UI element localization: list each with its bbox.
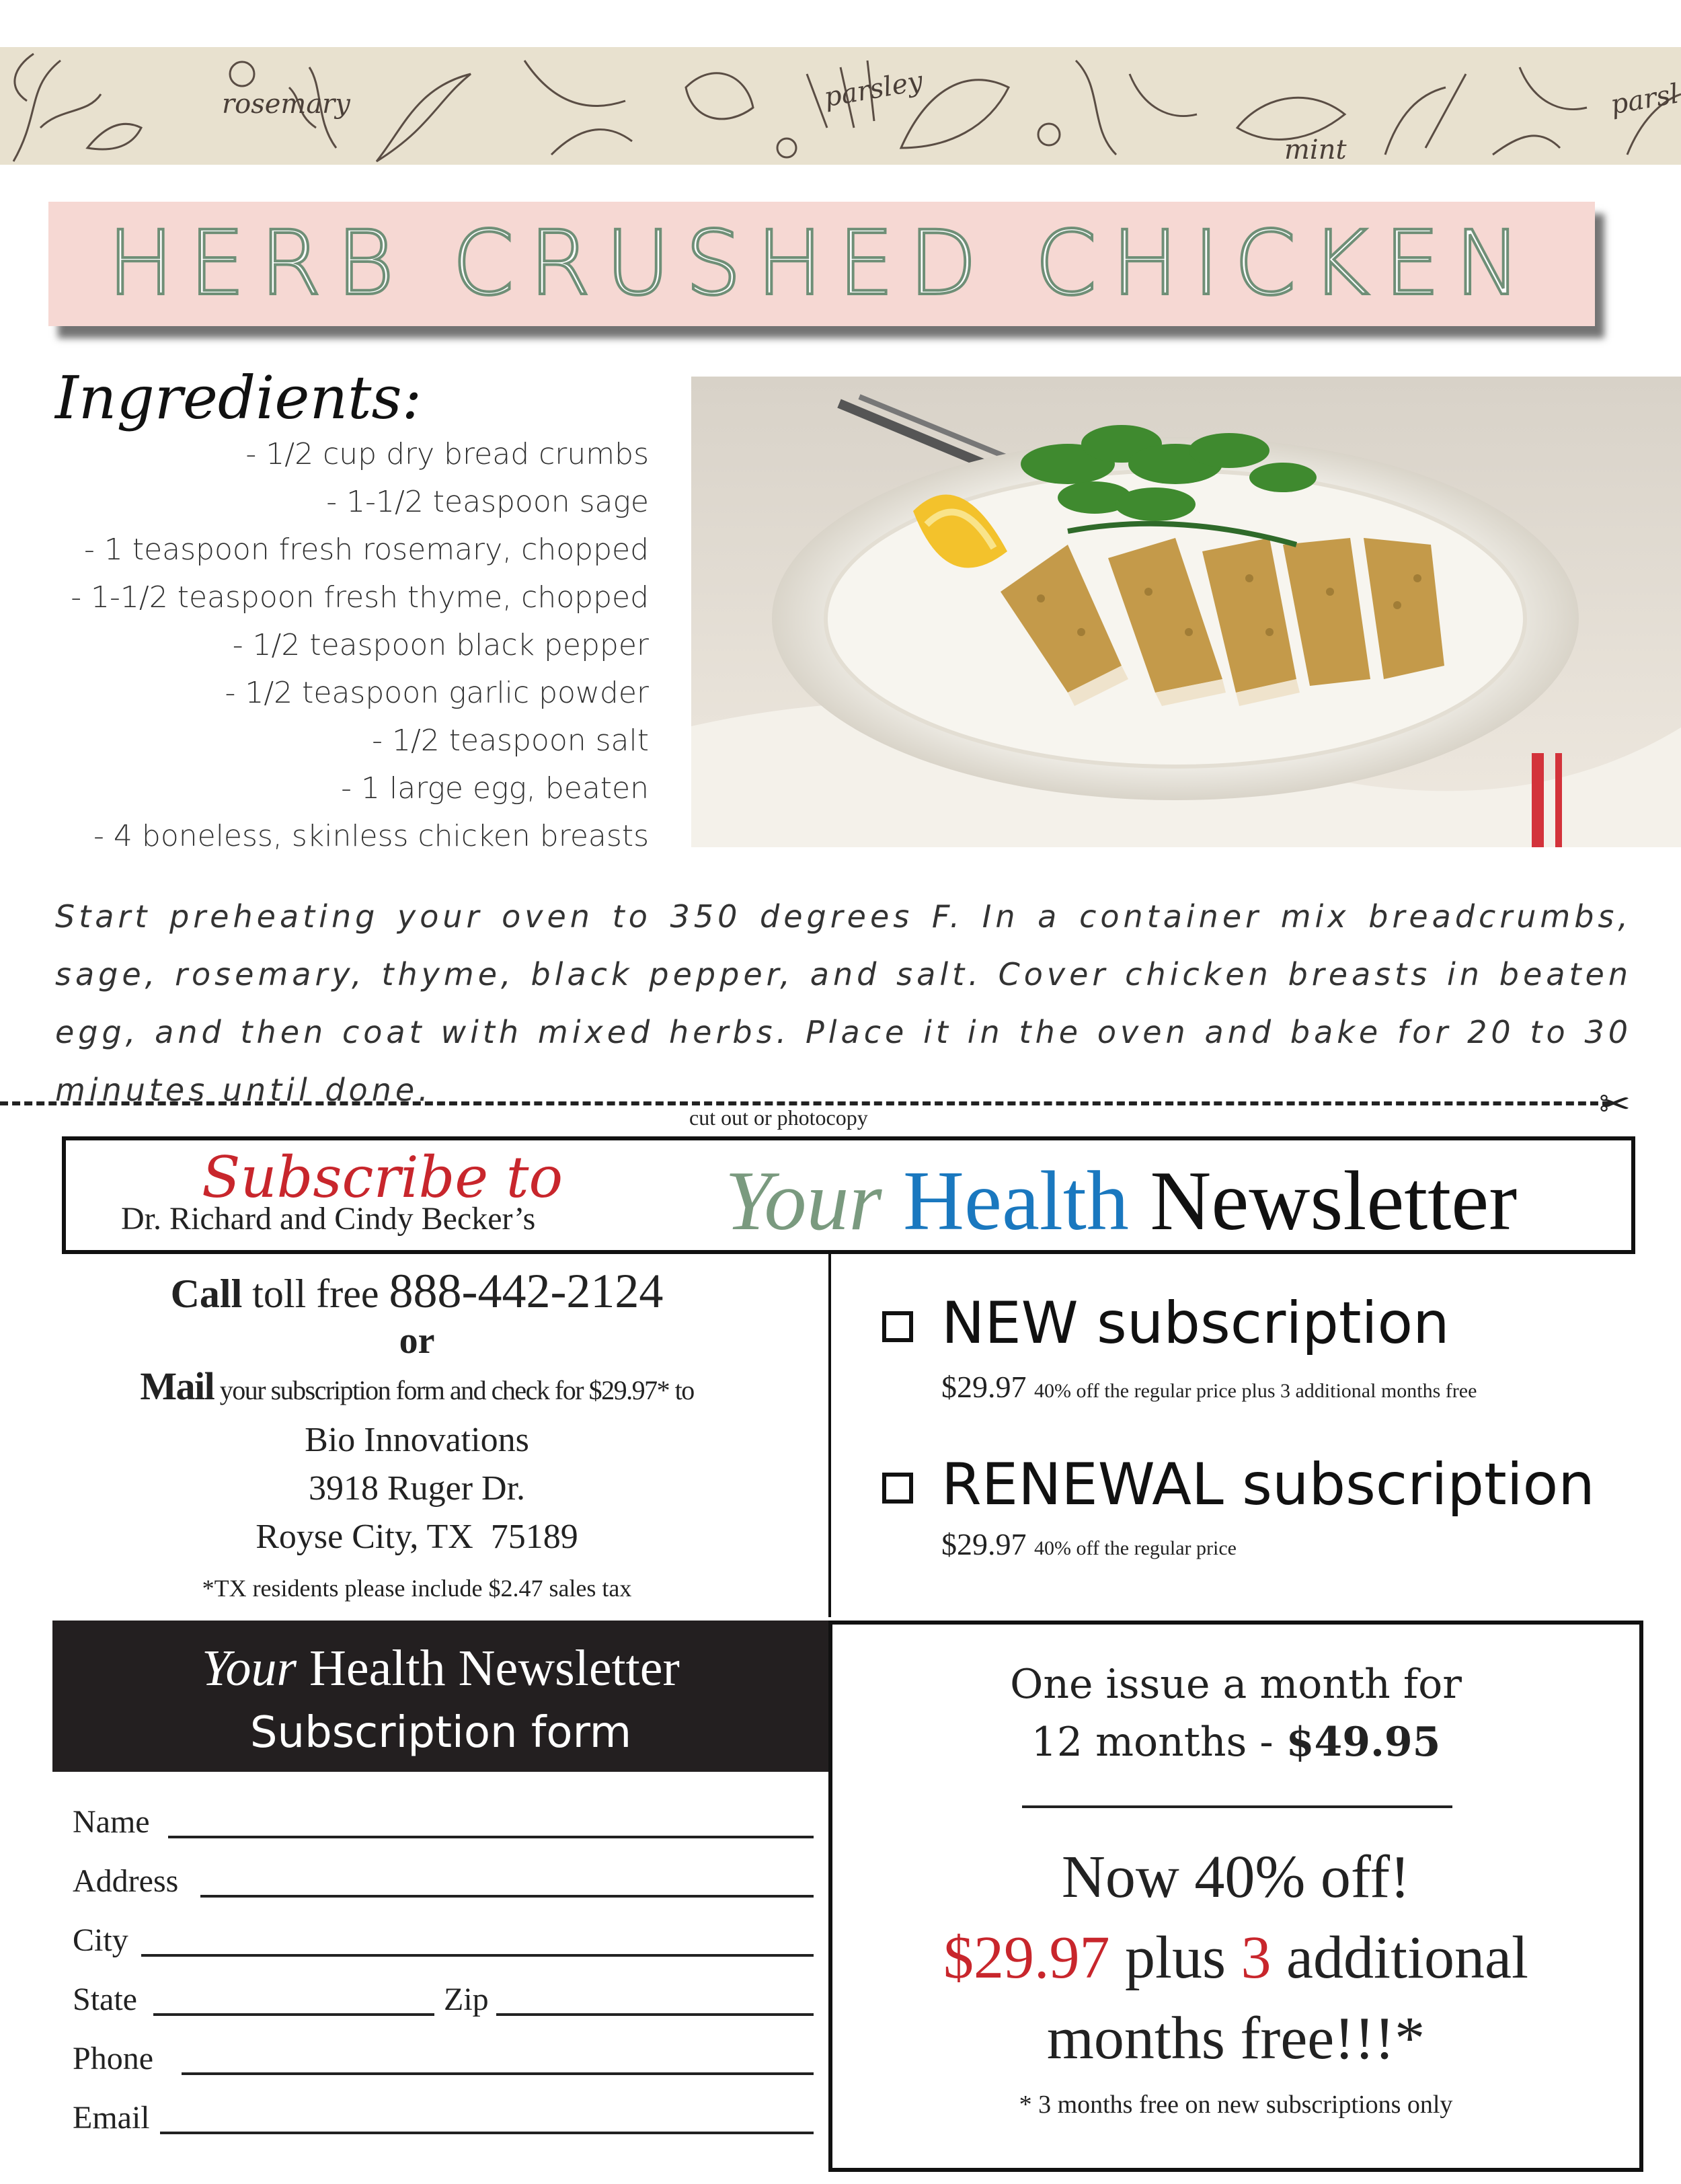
form-title-rest: Health Newsletter (309, 1640, 680, 1696)
zip-field[interactable] (496, 2013, 814, 2016)
tax-note: *TX residents please include $2.47 sales tax (202, 1575, 632, 1602)
herb-label-rosemary: rosemary (222, 89, 350, 120)
contact-info (40, 1264, 793, 1615)
scissors-icon: ✂ (1599, 1084, 1631, 1126)
name-label: Name (73, 1804, 150, 1840)
phone-number: 888-442-2124 (389, 1264, 664, 1318)
mail-text: your subscription form and check for $29.97* to (219, 1375, 694, 1405)
ingredient-item: - 1/2 teaspoon salt (372, 724, 649, 758)
new-price-note: 40% off the regular price plus 3 additional months free (1034, 1380, 1477, 1402)
form-title (52, 1639, 829, 1698)
renewal-price-note: 40% off the regular price (1034, 1537, 1237, 1559)
new-subscription-price-line (941, 1369, 1477, 1405)
company-name: Bio Innovations (305, 1421, 529, 1459)
ingredients-list (40, 430, 649, 860)
form-title-your: Your (202, 1640, 297, 1696)
ingredient-item: - 1/2 teaspoon garlic powder (225, 676, 649, 710)
phone-field[interactable] (182, 2072, 814, 2075)
offer-three: 3 (1241, 1924, 1272, 1991)
ingredient-item: - 1 large egg, beaten (341, 771, 649, 806)
form-subtitle: Subscription form (249, 1708, 632, 1758)
state-label: State (73, 1982, 137, 2017)
or-label: or (399, 1320, 435, 1362)
mail-line (40, 1361, 793, 1416)
offer-months-free: months free!!!* (1046, 2005, 1425, 2072)
address-field[interactable] (200, 1895, 814, 1898)
street-address: 3918 Ruger Dr. (308, 1469, 526, 1508)
newsletter-name (725, 1153, 1517, 1250)
offer-now-40-off: Now 40% off! (1061, 1844, 1411, 1910)
offer-footnote: * 3 months free on new subscriptions only (1019, 2091, 1453, 2119)
call-line (40, 1264, 793, 1321)
newsletter-your: Your (725, 1155, 882, 1248)
phone-label: Phone (73, 2041, 153, 2076)
city-field[interactable] (141, 1954, 814, 1957)
offer-line-1: One issue a month for (1010, 1661, 1462, 1708)
city-label: City (73, 1922, 128, 1958)
ingredient-item: - 4 boneless, skinless chicken breasts (93, 819, 649, 853)
ingredient-item: - 1 teaspoon fresh rosemary, chopped (84, 533, 649, 567)
offer-regular-term: 12 months - (1031, 1719, 1286, 1766)
mail-label: Mail (140, 1364, 214, 1408)
herb-label-parsley-2: parsl (1608, 78, 1681, 121)
recipe-title: HERB CRUSHED CHICKEN (107, 212, 1536, 315)
email-field[interactable] (160, 2132, 814, 2134)
newsletter-newsletter: Newsletter (1150, 1155, 1518, 1248)
ingredients-heading: Ingredients: (55, 363, 422, 432)
offer-divider (1022, 1805, 1452, 1808)
address-label: Address (73, 1863, 179, 1899)
offer-plus: plus (1109, 1924, 1241, 1991)
zip-label: Zip (444, 1982, 489, 2017)
recipe-instructions: Start preheating your oven to 350 degrees F. In a container mix breadcrumbs, sage, rosemary, thyme, black pepper, and salt. Cover chicken breasts in beaten egg, and then coat with mixed herbs. Place it in the oven and bake for 20 to 30 minutes until done. (55, 898, 1632, 1108)
new-subscription-checkbox[interactable] (882, 1311, 913, 1342)
email-label: Email (73, 2100, 150, 2136)
herb-label-mint: mint (1284, 134, 1347, 165)
renewal-price: $29.97 (941, 1527, 1027, 1561)
ingredient-item: - 1/2 cup dry bread crumbs (245, 437, 649, 471)
ingredient-item: - 1-1/2 teaspoon fresh thyme, chopped (71, 580, 649, 615)
ingredient-item: - 1/2 teaspoon black pepper (232, 628, 649, 662)
renewal-subscription-checkbox[interactable] (882, 1473, 913, 1504)
renewal-subscription-label: RENEWAL subscription (941, 1451, 1595, 1518)
offer-line-2 (828, 1719, 1643, 1766)
new-subscription-label: NEW subscription (941, 1290, 1450, 1357)
herb-banner (0, 47, 1681, 165)
offer-regular-price: $49.95 (1286, 1719, 1441, 1766)
call-label: Call (170, 1272, 243, 1316)
herb-label-parsley: parsley (822, 65, 926, 114)
renewal-subscription-price-line (941, 1526, 1237, 1562)
authors-line: Dr. Richard and Cindy Becker’s (121, 1201, 536, 1237)
newsletter-health: Health (903, 1155, 1129, 1248)
ingredient-item: - 1-1/2 teaspoon sage (326, 485, 649, 519)
city-address: Royse City, TX 75189 (256, 1518, 578, 1556)
offer-sale-price: $29.97 (943, 1924, 1110, 1991)
call-text: toll free (252, 1272, 379, 1316)
state-field[interactable] (153, 2013, 434, 2016)
offer-price-line (828, 1923, 1643, 1992)
name-field[interactable] (168, 1836, 814, 1838)
chicken-dish-photo (691, 377, 1681, 847)
cut-out-label: cut out or photocopy (689, 1105, 868, 1130)
offer-additional: additional (1271, 1924, 1528, 1991)
subscribe-to-heading: Subscribe to (202, 1144, 563, 1210)
section-divider (828, 1254, 831, 1617)
new-price: $29.97 (941, 1370, 1027, 1404)
